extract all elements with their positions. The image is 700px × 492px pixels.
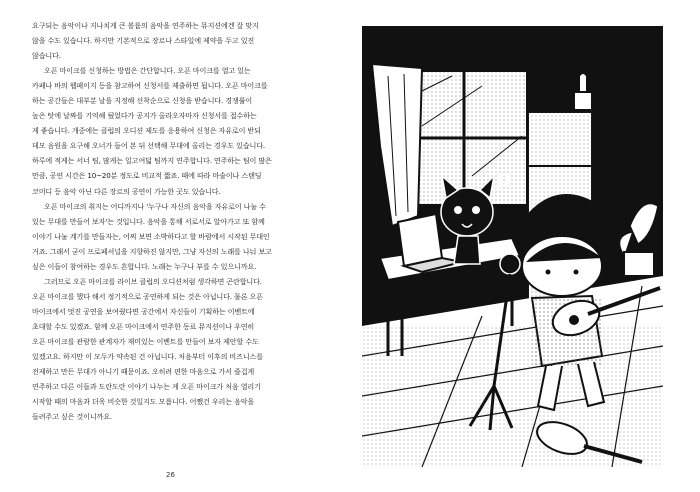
paragraph-3: 오픈 마이크의 취지는 어디까지나 '누구나 자신의 음악을 자유로이 나눌 수 있는 무대를 만들어 보자'는 것입니다. 음악을 통해 서로서로 알아가고 또 함께 이야기 나눌 계기를 만들자는, 어찌 보면 소박하다고 할 바람에서 시작된 무대인 거죠. 그래서 굳이 프로페셔널을 지향하진 않지만, 그냥 자신의 노래를 나눠 보고 싶은 이들이 참여하는 경우도 흔합니다. 노래는 누구나 부를 수 있으니까요. (32, 201, 272, 271)
body-text (32, 18, 338, 424)
paragraph-4: 그러므로 오픈 마이크를 라이브 클럽의 오디션처럼 생각하면 곤란합니다. 오픈 마이크를 했다 해서 정기적으로 공연하게 되는 것은 아닙니다. 물론 오픈 마이크에서 멋진 공연을 보여줬다면 공간에서 자신들이 기획하는 이벤트에 초대할 수도 있겠죠. 함께 오픈 마이크에서 연주한 동료 뮤지션이나 우연히 오픈 마이크를 관람한 관계자가 재미있는 이벤트를 만들어 보자 제안할 수도 있겠고요. 하지만 이 모두가 약속된 건 아닙니다. 처음부터 이후의 비즈니스를 전제하고 만든 무대가 아니기 때문이죠. 오히려 편한 마음으로 가서 즐겁게 연주하고 다른 이들과 도란도란 이야기 나누는 게 오픈 마이크가 처음 열리기 시작할 때의 마음과 더욱 비슷한 것일지도 모릅니다. 어쨌건 우리는 음악을 들려주고 싶은 것이니까요. (32, 276, 263, 422)
paragraph-1: 요구되는 음악이나 지나치게 큰 볼륨의 음악을 연주하는 뮤지션에겐 잘 맞지 않을 수도 있습니다. 하지만 기본적으로 장르나 스타일에 제약을 두고 있진 않습니다. (32, 21, 259, 61)
page-number: 26 (166, 471, 175, 479)
paragraph-2: 오픈 마이크를 신청하는 방법은 간단합니다. 오픈 마이크를 열고 있는 카페나 바의 웹페이지 등을 참고하여 신청서를 제출하면 됩니다. 오픈 마이크를 하는 공간들은 대부분 날을 지정해 선착순으로 신청을 받습니다. 경쟁률이 높은 탓에 날짜를 기억해 뒀었다가 공지가 올라오자마자 신청서를 접수하는 게 좋습니다. 개중에는 클럽의 오디션 제도를 응용하여 신청은 자유로이 받되 데모 음원을 요구해 오너가 들어 본 뒤 선택해 무대에 올리는 경우도 있습니다. 하루에 적게는 서너 팀, 많게는 일고여덟 팀까지 연주합니다. 연주하는 팀이 많은 만큼, 공연 시간은 10~20분 정도로 비교적 짧죠. 때에 따라 마술이나 스탠딩 코미디 등 음악 아닌 다른 장르의 공연이 가능한 곳도 있습니다. (32, 66, 272, 196)
illustration (362, 26, 663, 467)
illustration-art (362, 26, 663, 467)
